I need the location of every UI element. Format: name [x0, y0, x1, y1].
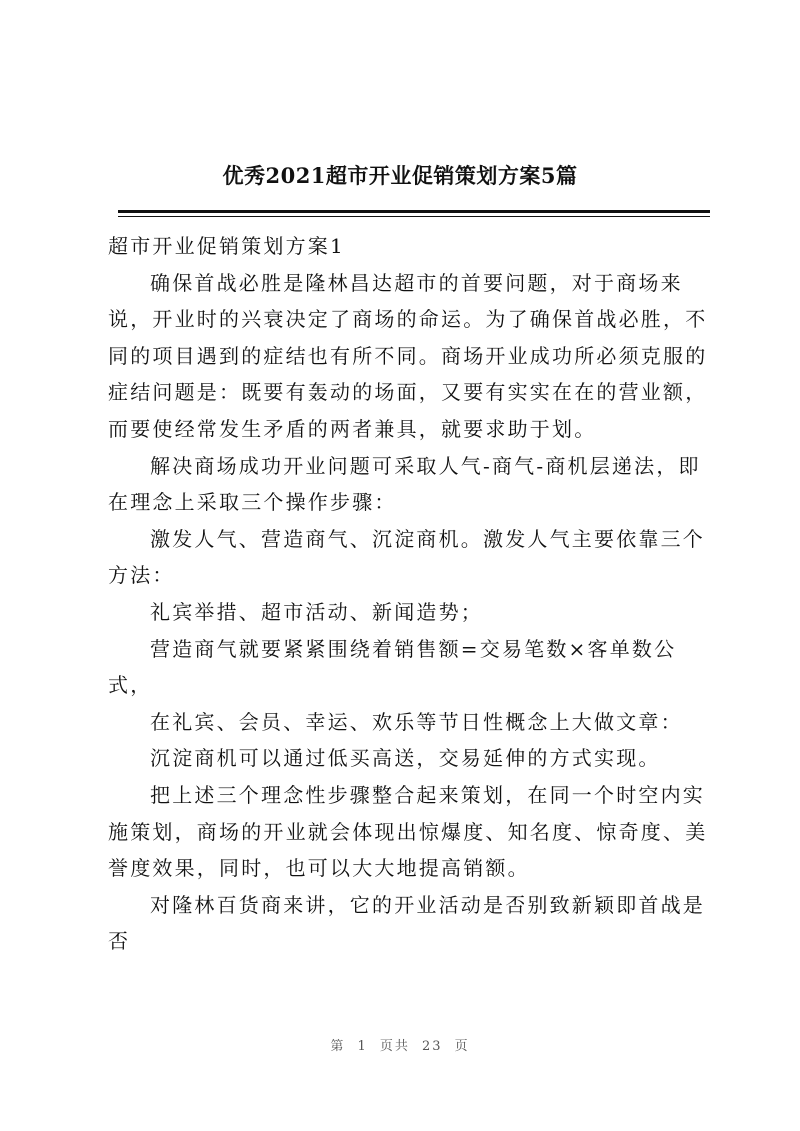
section-heading: 超市开业促销策划方案1 — [108, 234, 345, 258]
title-underline-thin — [118, 216, 710, 217]
paragraph: 在礼宾、会员、幸运、欢乐等节日性概念上大做文章： — [150, 709, 683, 734]
paragraph: 礼宾举措、超市活动、新闻造势； — [150, 599, 483, 624]
page-number-footer: 第 1 页共 23 页 — [330, 1039, 470, 1054]
paragraph: 把上述三个理念性步骤整合起来策划，在同一个时空内实施策划，商场的开业就会体现出惊爆度、知名度、惊奇度、美誉度效果，同时，也可以大大地提高销额。 — [108, 782, 708, 881]
document-title: 优秀2021超市开业促销策划方案5篇 — [222, 163, 578, 188]
paragraph: 解决商场成功开业问题可采取人气-商气-商机层递法，即在理念上采取三个操作步骤： — [108, 453, 701, 515]
paragraph: 激发人气、营造商气、沉淀商机。激发人气主要依靠三个方法： — [108, 526, 705, 588]
paragraph: 确保首战必胜是隆林昌达超市的首要问题，对于商场来说，开业时的兴衰决定了商场的命运。为了确保首战必胜，不同的项目遇到的症结也有所不同。商场开业成功所必须克服的症结问题是：既要有轰动的场面，又要有实实在在的营业额，而要使经常发生矛盾的两者兼具，就要求助于划。 — [108, 270, 708, 441]
paragraph: 营造商气就要紧紧围绕着销售额=交易笔数×客单数公式， — [108, 636, 677, 698]
paragraph: 沉淀商机可以通过低买高送，交易延伸的方式实现。 — [150, 746, 661, 771]
paragraph: 对隆林百货商来讲，它的开业活动是否别致新颖即首战是否 — [108, 892, 705, 954]
document-body — [108, 228, 708, 960]
title-underline-thick — [118, 210, 710, 213]
